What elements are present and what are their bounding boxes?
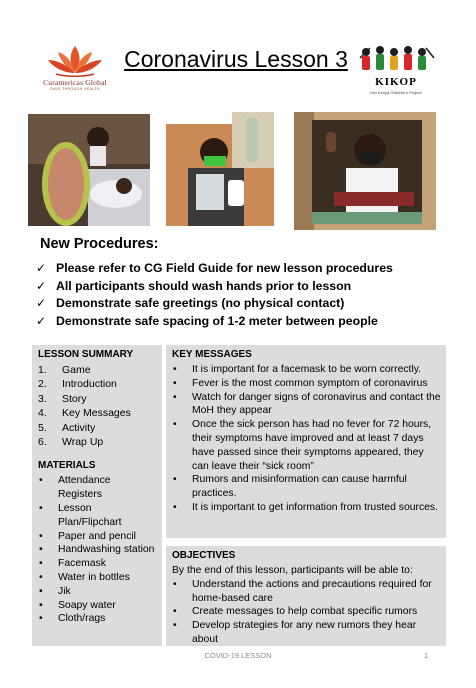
kikop-name: KIKOP [375, 76, 417, 88]
list-item: • Cloth/rags [39, 613, 106, 625]
procedure-item: ✓ Demonstrate safe spacing of 1-2 meter between people [36, 313, 446, 331]
procedures-list [36, 260, 446, 330]
photo-window-greeting [294, 112, 436, 230]
list-item: • Fever is the most common symptom of coronavirus [173, 377, 428, 389]
list-item: • Jik [39, 585, 71, 597]
curamericas-logo [34, 44, 116, 96]
lesson-summary-panel [32, 345, 162, 646]
list-item: • Lesson Plan/Flipchart [39, 503, 122, 528]
list-item: 3. Story [38, 392, 87, 405]
children-group-logo-icon [356, 44, 436, 76]
list-item: • Soapy water [39, 599, 116, 611]
kikop-tagline: Kizi Kenya Children's Project [370, 90, 422, 95]
objectives-list [172, 578, 441, 647]
checkmark-icon: ✓ [36, 313, 47, 328]
kikop-logo [356, 44, 436, 98]
list-item: • Rumors and misinformation can cause harmful practices. [173, 474, 407, 500]
lesson-summary-heading: LESSON SUMMARY [38, 349, 134, 360]
list-item: 1. Game [38, 364, 91, 376]
list-item: 2. Introduction [38, 378, 117, 391]
list-item: 6. Wrap Up [38, 436, 104, 449]
curamericas-tagline: SAVE THROUGH HEALTH [50, 87, 100, 91]
key-messages-panel [166, 345, 446, 538]
list-item: 5. Activity [38, 421, 96, 434]
procedures-heading: New Procedures: [40, 236, 159, 252]
list-item: • Attendance Registers [39, 475, 111, 501]
materials-heading: MATERIALS [38, 460, 96, 472]
photo-caregiver-child [28, 114, 150, 226]
list-item: • Paper and pencil [39, 530, 136, 542]
key-messages-list [172, 363, 441, 515]
footer-label: COVID-19 LESSON [204, 651, 272, 660]
list-item: • Create messages to help combat specific rumors [173, 606, 418, 618]
checkmark-icon: ✓ [36, 261, 47, 275]
list-item: • Handwashing station [39, 544, 155, 556]
list-item: • Understand the actions and precautions required for home-based care [173, 578, 432, 604]
objectives-panel [166, 546, 446, 646]
materials-list [38, 474, 157, 626]
curamericas-brand-name: Curamericas Global [43, 78, 107, 87]
list-item: • It is important to get information from trusted sources. [173, 501, 439, 513]
list-item: 4. Key Messages [38, 407, 131, 420]
checkmark-icon: ✓ [36, 278, 47, 293]
procedure-item: ✓ All participants should wash hands prior to lesson [36, 278, 446, 296]
list-item: • It is important for a facemask to be worn correctly. [173, 364, 422, 375]
list-item: • Water in bottles [39, 572, 130, 584]
list-item: • Once the sick person has had no fever for 72 hours, their symptoms have improved and at least 7 days have passed since their symptoms appeared, they can leave their “sick room” [173, 419, 432, 472]
objectives-intro: By the end of this lesson, participants will be able to: [172, 565, 413, 576]
list-item: • Develop strategies for any new rumors they hear about [173, 620, 417, 645]
list-item: • Watch for danger signs of coronavirus and contact the MoH they appear [173, 391, 441, 417]
page-title: Coronavirus Lesson 3 [124, 46, 348, 72]
page-number: 1 [424, 651, 429, 660]
procedure-item: ✓ Please refer to CG Field Guide for new lesson procedures [36, 260, 446, 278]
lotus-flower-logo-icon [34, 44, 116, 78]
procedure-item: ✓ Demonstrate safe greetings (no physical contact) [36, 295, 446, 313]
key-messages-heading: KEY MESSAGES [172, 349, 252, 360]
photo-handwashing-demo [166, 112, 274, 226]
list-item: • Facemask [39, 558, 106, 570]
checkmark-icon: ✓ [36, 296, 47, 310]
lesson-summary-list [38, 363, 157, 449]
objectives-heading: OBJECTIVES [172, 550, 236, 561]
